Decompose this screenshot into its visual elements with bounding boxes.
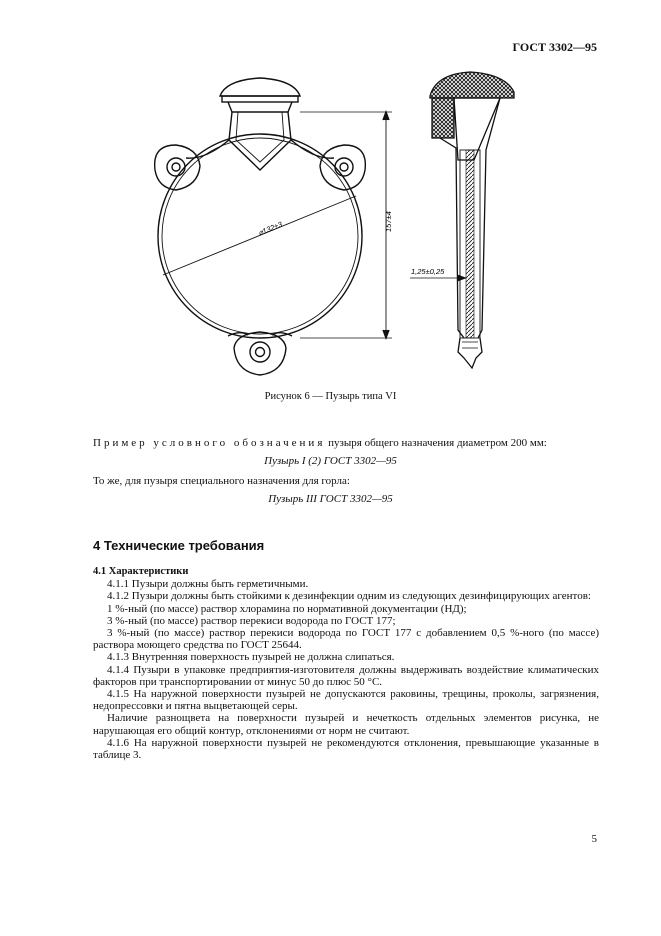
page-number: 5	[591, 833, 597, 845]
diameter-label: ⌀132±3	[256, 219, 284, 238]
paragraph: 3 %-ный (по массе) раствор перекиси водорода по ГОСТ 177 с добавлением 0,5 %-ного (по массе) раствора моющего средства по ГОСТ 25644.	[93, 627, 599, 652]
paragraph: 1 %-ный (по массе) раствор хлорамина по нормативной документации (НД);	[107, 602, 467, 615]
example-designation-2: Пузырь III ГОСТ 3302—95	[268, 493, 393, 505]
designation-line	[93, 437, 547, 450]
subsection-title: 4.1 Характеристики	[93, 566, 189, 577]
paragraph: 3 %-ный (по массе) раствор перекиси водорода по ГОСТ 177;	[107, 614, 396, 627]
example-designation-1: Пузырь I (2) ГОСТ 3302—95	[264, 455, 397, 467]
figure-caption: Рисунок 6 — Пузырь типа VI	[264, 391, 397, 402]
section-title: 4 Технические требования	[93, 538, 265, 553]
thickness-label: 1,25±0,25	[411, 267, 445, 276]
paragraph: Наличие разнощвета на поверхности пузырей и нечеткость отдельных элементов рисунка, не нарушающая его общий контур, отклонениями от норм не считают.	[93, 712, 599, 737]
paragraph: 4.1.3 Внутренняя поверхность пузырей не должна слипаться.	[107, 651, 395, 664]
bladder-drawing	[0, 0, 661, 390]
paragraph: 4.1.2 Пузыри должны быть стойкими к дезинфекции одним из следующих дезинфицирующих агентов:	[107, 590, 591, 603]
paragraph: 4.1.1 Пузыри должны быть герметичными.	[107, 578, 309, 591]
designation-text: пузыря общего назначения диаметром 200 мм:	[325, 437, 547, 449]
section-body	[93, 566, 599, 761]
designation-label: Пример условного обозначения	[93, 437, 326, 449]
height-label: 157±4	[384, 211, 393, 232]
same-designation-text: То же, для пузыря специального назначения для горла:	[93, 475, 350, 487]
paragraph: 4.1.6 На наружной поверхности пузырей не рекомендуются отклонения, превышающие указанные в таблице 3.	[93, 736, 599, 762]
paragraph: 4.1.4 Пузыри в упаковке предприятия-изготовителя должны выдерживать воздействие климатических факторов при транспортировании от минус 50 до плюс 50 °С.	[93, 663, 599, 688]
side-view	[410, 72, 514, 368]
standard-header: ГОСТ 3302—95	[512, 40, 597, 54]
paragraph: 4.1.5 На наружной поверхности пузырей не допускаются раковины, трещины, проколы, загрязнения, недопрессовки и пятна выцветающей серы.	[93, 688, 599, 713]
